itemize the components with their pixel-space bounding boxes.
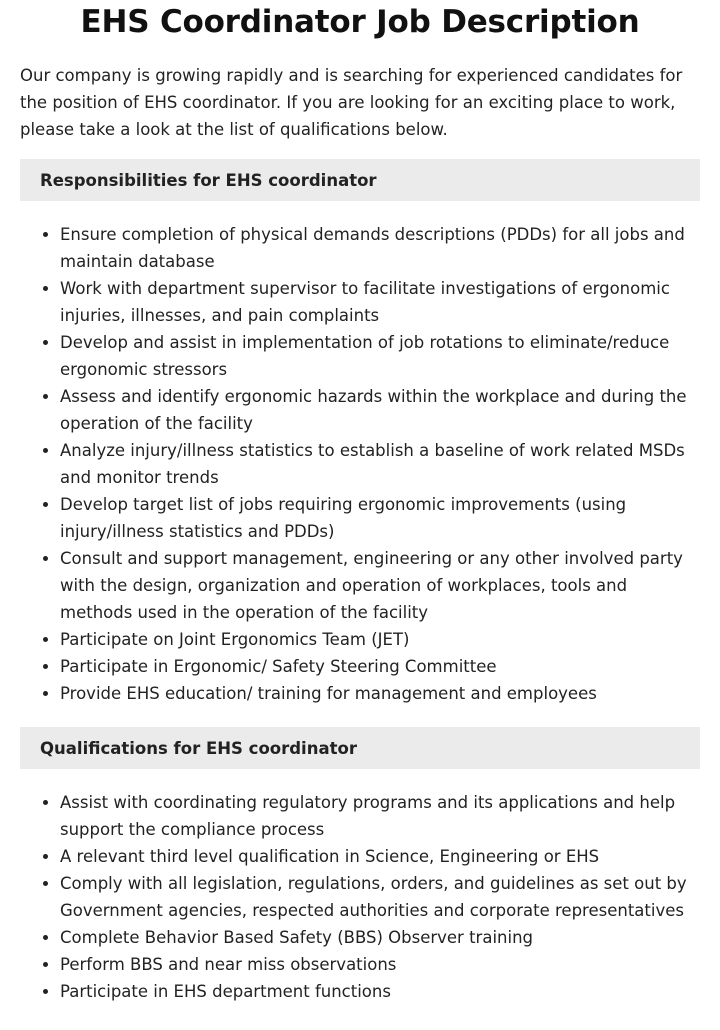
list-item: • Develop and assist in implementation of job rotations to eliminate/reduce ergonomic stressors xyxy=(60,329,700,383)
list-item: • Participate in Ergonomic/ Safety Steering Committee xyxy=(60,653,700,680)
list-item: • Ensure completion of physical demands descriptions (PDDs) for all jobs and maintain database xyxy=(60,221,700,275)
responsibilities-heading: Responsibilities for EHS coordinator xyxy=(20,159,700,201)
intro-paragraph: Our company is growing rapidly and is searching for experienced candidates for the position of EHS coordinator. If you are looking for an exciting place to work, please take a look at the list of qualifications below. xyxy=(20,66,683,139)
list-item: • Consult and support management, engineering or any other involved party with the design, organization and operation of workplaces, tools and methods used in the operation of the facility xyxy=(60,545,700,626)
list-item: • Provide EHS education/ training for management and employees xyxy=(60,680,700,707)
list-item: • Participate in EHS department functions xyxy=(60,978,700,1005)
list-item: • Participate on Joint Ergonomics Team (JET) xyxy=(60,626,700,653)
page-title: EHS Coordinator Job Description xyxy=(80,4,640,40)
qualifications-list xyxy=(20,789,700,1005)
qualifications-heading: Qualifications for EHS coordinator xyxy=(20,727,700,769)
responsibilities-list xyxy=(20,221,700,707)
list-item: • Perform BBS and near miss observations xyxy=(60,951,700,978)
list-item: • A relevant third level qualification in Science, Engineering or EHS xyxy=(60,843,700,870)
list-item: • Complete Behavior Based Safety (BBS) Observer training xyxy=(60,924,700,951)
list-item: • Analyze injury/illness statistics to establish a baseline of work related MSDs and monitor trends xyxy=(60,437,700,491)
list-item: • Comply with all legislation, regulations, orders, and guidelines as set out by Government agencies, respected authorities and corporate representatives xyxy=(60,870,700,924)
list-item: • Develop target list of jobs requiring ergonomic improvements (using injury/illness statistics and PDDs) xyxy=(60,491,700,545)
list-item: • Assist with coordinating regulatory programs and its applications and help support the compliance process xyxy=(60,789,700,843)
list-item: • Work with department supervisor to facilitate investigations of ergonomic injuries, illnesses, and pain complaints xyxy=(60,275,700,329)
list-item: • Assess and identify ergonomic hazards within the workplace and during the operation of the facility xyxy=(60,383,700,437)
